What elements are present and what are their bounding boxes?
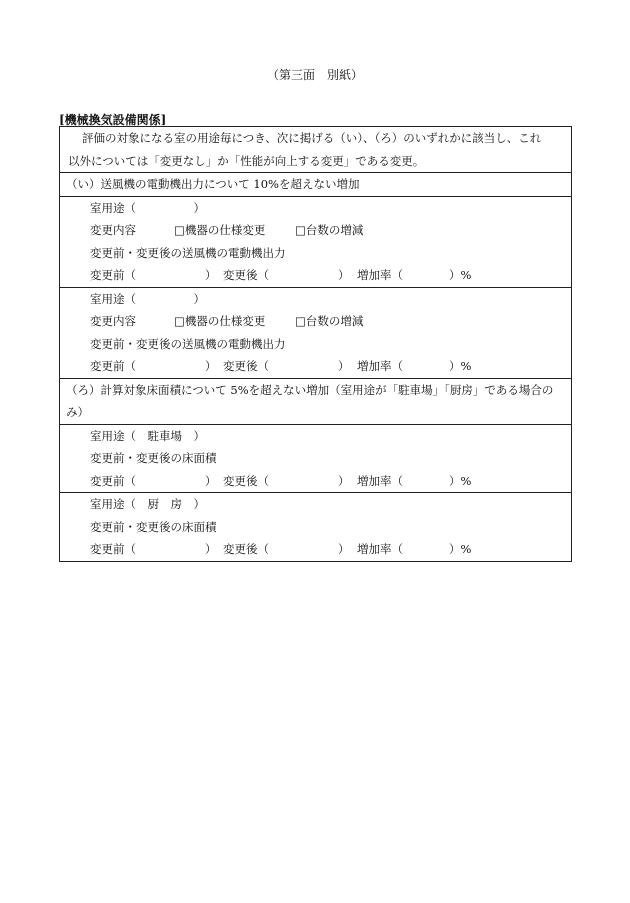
intro-block — [60, 127, 571, 173]
values-row — [60, 264, 571, 287]
unit-count-checkbox[interactable]: □台数の増減 — [295, 223, 364, 237]
after-field[interactable]: 変更後（ ） — [223, 359, 350, 373]
increase-rate-field[interactable]: 増加率（ ）% — [357, 542, 472, 556]
increase-rate-field[interactable]: 増加率（ ）% — [357, 359, 472, 373]
intro-line-1: 評価の対象になる室の用途毎につき、次に掲げる（い）、（ろ）のいずれかに該当し、これ — [82, 131, 542, 145]
room-use-field[interactable]: 室用途（ 駐車場 ） — [90, 428, 205, 443]
section-i-entry-1 — [60, 197, 571, 288]
floor-area-label: 変更前・変更後の床面積 — [90, 519, 217, 534]
room-use-field[interactable]: 室用途（ ） — [90, 200, 205, 215]
section-heading: [機械換気設備関係] — [59, 113, 167, 127]
spec-change-checkbox[interactable]: □機器の仕様変更 — [174, 314, 266, 328]
increase-rate-field[interactable]: 増加率（ ）% — [357, 268, 472, 282]
section-ro-entry-2 — [60, 493, 571, 561]
change-content-row — [60, 310, 571, 333]
before-field[interactable]: 変更前（ ） — [90, 268, 217, 282]
room-use-field[interactable]: 室用途（ ） — [90, 291, 205, 306]
form-table — [59, 126, 572, 562]
room-use-field[interactable]: 室用途（ 厨 房 ） — [90, 497, 205, 511]
before-field[interactable]: 変更前（ ） — [90, 473, 217, 488]
section-ro-heading-block — [60, 379, 571, 425]
after-field[interactable]: 変更後（ ） — [223, 473, 350, 488]
intro-line-2: 以外については「変更なし」か「性能が向上する変更」である変更。 — [68, 153, 425, 168]
change-content-row — [60, 219, 571, 242]
increase-rate-field[interactable]: 増加率（ ）% — [357, 473, 472, 488]
after-field[interactable]: 変更後（ ） — [223, 268, 350, 282]
values-row — [60, 538, 571, 561]
after-field[interactable]: 変更後（ ） — [223, 542, 350, 556]
values-row — [60, 355, 571, 378]
section-ro-entry-1 — [60, 425, 571, 494]
section-i-heading-block — [60, 173, 571, 197]
motor-output-label: 変更前・変更後の送風機の電動機出力 — [90, 245, 286, 260]
floor-area-label: 変更前・変更後の床面積 — [90, 451, 217, 465]
change-content-label: 変更内容 — [90, 223, 136, 237]
section-i-entry-2 — [60, 288, 571, 379]
motor-output-label: 変更前・変更後の送風機の電動機出力 — [90, 336, 286, 351]
values-row — [60, 470, 571, 493]
change-content-label: 変更内容 — [90, 314, 136, 328]
section-i-heading: （い）送風機の電動機出力について 10%を超えない増加 — [66, 177, 360, 191]
before-field[interactable]: 変更前（ ） — [90, 542, 217, 556]
page-title: （第三面 別紙） — [266, 68, 363, 82]
section-ro-heading: （ろ）計算対象床面積について 5%を超えない増加（室用途が「駐車場」「厨房」である場合のみ） — [66, 382, 554, 419]
before-field[interactable]: 変更前（ ） — [90, 359, 217, 373]
unit-count-checkbox[interactable]: □台数の増減 — [295, 314, 364, 328]
spec-change-checkbox[interactable]: □機器の仕様変更 — [174, 223, 266, 237]
